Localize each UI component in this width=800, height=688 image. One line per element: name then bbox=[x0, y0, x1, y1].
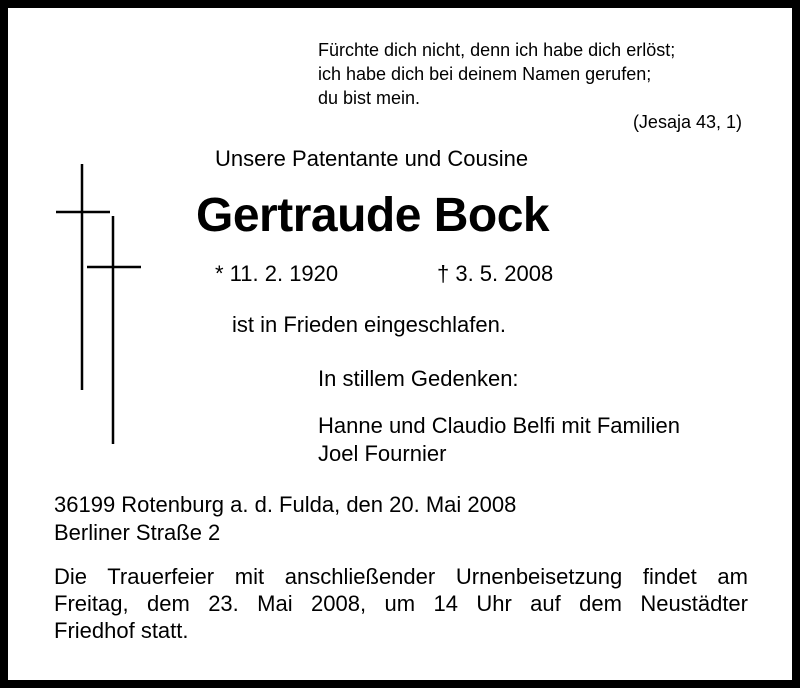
verse-reference: (Jesaja 43, 1) bbox=[632, 112, 742, 132]
memory-text: In stillem Gedenken: bbox=[318, 366, 519, 391]
verse-line: Fürchte dich nicht, denn ich habe dich erlöst; bbox=[318, 40, 676, 60]
double-cross-icon bbox=[54, 164, 144, 446]
street-line: Berliner Straße 2 bbox=[54, 520, 221, 545]
funeral-line: Freitag, dem 23. Mai 2008, um 14 Uhr auf dem Neustädter bbox=[54, 591, 748, 616]
funeral-notice bbox=[54, 563, 748, 644]
place-date-line: 36199 Rotenburg a. d. Fulda, den 20. Mai 2008 bbox=[54, 492, 517, 517]
intro-line: Unsere Patentante und Cousine bbox=[215, 146, 529, 171]
funeral-line: Die Trauerfeier mit anschließender Urnenbeisetzung findet am bbox=[54, 564, 748, 589]
funeral-line: Friedhof statt. bbox=[54, 618, 189, 643]
deceased-name: Gertraude Bock bbox=[196, 189, 550, 242]
birth-date: * 11. 2. 1920 bbox=[215, 261, 339, 286]
address-block bbox=[54, 491, 516, 547]
bible-verse bbox=[318, 38, 675, 110]
verse-line: du bist mein. bbox=[318, 88, 421, 108]
rest-text: ist in Frieden eingeschlafen. bbox=[232, 312, 506, 337]
death-date: † 3. 5. 2008 bbox=[437, 261, 554, 286]
verse-line: ich habe dich bei deinem Namen gerufen; bbox=[318, 64, 652, 84]
mourner-line: Joel Fournier bbox=[318, 441, 447, 466]
mourner-line: Hanne und Claudio Belfi mit Familien bbox=[318, 413, 680, 438]
mourners-list bbox=[318, 412, 680, 468]
